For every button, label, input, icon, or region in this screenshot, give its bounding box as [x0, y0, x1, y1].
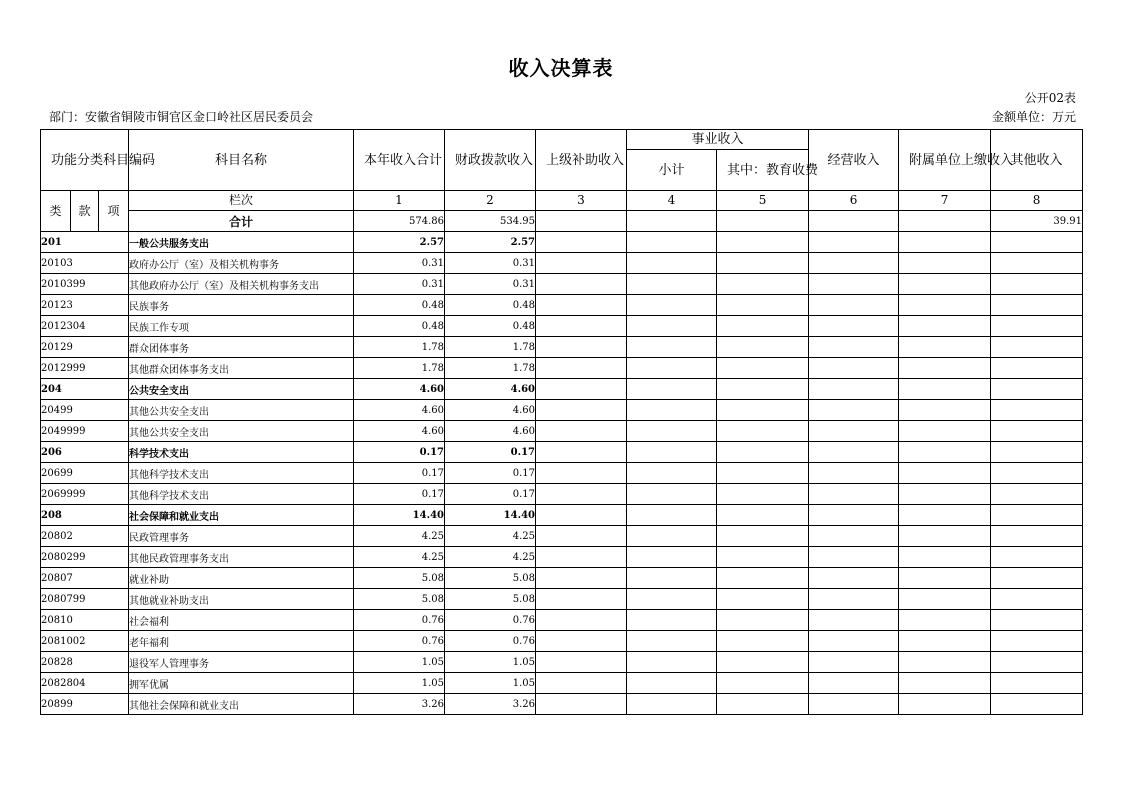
row-total-income: 0.17 [354, 484, 445, 505]
row-affiliated-income [899, 274, 991, 295]
row-total-income: 4.25 [354, 526, 445, 547]
table-row [41, 232, 1083, 253]
row-operating-income [809, 652, 899, 673]
row-affiliated-income [899, 694, 991, 715]
row-subject-name: 民政管理事务 [129, 526, 354, 547]
row-subject-name: 民族事务 [129, 295, 354, 316]
row-superior-income [536, 631, 627, 652]
row-code: 2082804 [41, 673, 129, 694]
row-fiscal-income: 534.95 [445, 211, 536, 232]
row-education-fee [717, 589, 809, 610]
row-total-income: 0.17 [354, 442, 445, 463]
lei-header: 类 [41, 191, 71, 232]
row-fiscal-income: 3.26 [445, 694, 536, 715]
row-other-income [991, 337, 1083, 358]
row-subject-name: 民族工作专项 [129, 316, 354, 337]
row-subject-name: 拥军优属 [129, 673, 354, 694]
row-other-income [991, 631, 1083, 652]
affiliated-header: 附属单位上缴收入 [899, 130, 991, 191]
row-operating-income [809, 232, 899, 253]
row-superior-income [536, 274, 627, 295]
row-operating-income [809, 253, 899, 274]
row-total-income: 1.05 [354, 652, 445, 673]
table-row [41, 295, 1083, 316]
row-operating-income [809, 400, 899, 421]
row-other-income [991, 379, 1083, 400]
row-business-subtotal [627, 337, 717, 358]
row-total-income: 1.78 [354, 337, 445, 358]
row-other-income [991, 652, 1083, 673]
row-total-income: 2.57 [354, 232, 445, 253]
table-row [41, 211, 1083, 232]
row-operating-income [809, 337, 899, 358]
row-code: 20699 [41, 463, 129, 484]
kuan-header: 款 [71, 191, 99, 232]
row-total-income: 14.40 [354, 505, 445, 526]
row-subject-name: 其他群众团体事务支出 [129, 358, 354, 379]
row-education-fee [717, 505, 809, 526]
row-fiscal-income: 2.57 [445, 232, 536, 253]
table-row [41, 253, 1083, 274]
row-superior-income [536, 484, 627, 505]
row-other-income [991, 526, 1083, 547]
row-subject-name: 其他科学技术支出 [129, 463, 354, 484]
table-row [41, 631, 1083, 652]
row-other-income [991, 232, 1083, 253]
row-affiliated-income [899, 610, 991, 631]
row-code: 2049999 [41, 421, 129, 442]
page-title: 收入决算表 [508, 56, 614, 80]
row-fiscal-income: 0.76 [445, 610, 536, 631]
row-education-fee [717, 673, 809, 694]
row-other-income [991, 484, 1083, 505]
row-affiliated-income [899, 232, 991, 253]
superior-header: 上级补助收入 [536, 130, 627, 191]
row-education-fee [717, 568, 809, 589]
amount-unit-label: 金额单位：万元 [991, 110, 1076, 124]
row-business-subtotal [627, 547, 717, 568]
xiang-header: 项 [99, 191, 129, 232]
row-code: 2010399 [41, 274, 129, 295]
row-affiliated-income [899, 547, 991, 568]
row-business-subtotal [627, 589, 717, 610]
row-affiliated-income [899, 358, 991, 379]
row-other-income [991, 505, 1083, 526]
table-row [41, 589, 1083, 610]
func-code-header: 功能分类科目编码 [41, 130, 129, 191]
table-row [41, 673, 1083, 694]
row-business-subtotal [627, 316, 717, 337]
row-code: 20129 [41, 337, 129, 358]
row-other-income [991, 400, 1083, 421]
row-fiscal-income: 0.31 [445, 274, 536, 295]
row-subject-name: 其他社会保障和就业支出 [129, 694, 354, 715]
row-operating-income [809, 505, 899, 526]
row-other-income [991, 274, 1083, 295]
row-business-subtotal [627, 253, 717, 274]
table-row [41, 547, 1083, 568]
row-operating-income [809, 694, 899, 715]
table-row [41, 379, 1083, 400]
table-row [41, 484, 1083, 505]
col-no-2: 2 [445, 191, 536, 211]
row-affiliated-income [899, 400, 991, 421]
row-fiscal-income: 0.17 [445, 463, 536, 484]
row-fiscal-income: 0.48 [445, 295, 536, 316]
row-operating-income [809, 316, 899, 337]
row-other-income [991, 610, 1083, 631]
row-education-fee [717, 694, 809, 715]
row-fiscal-income: 4.60 [445, 379, 536, 400]
row-subject-name: 其他公共安全支出 [129, 421, 354, 442]
col-no-6: 6 [809, 191, 899, 211]
row-subject-name: 其他就业补助支出 [129, 589, 354, 610]
table-row [41, 358, 1083, 379]
row-operating-income [809, 547, 899, 568]
table-row [41, 442, 1083, 463]
row-education-fee [717, 463, 809, 484]
row-affiliated-income [899, 442, 991, 463]
row-other-income [991, 358, 1083, 379]
row-subject-name: 政府办公厅（室）及相关机构事务 [129, 253, 354, 274]
row-affiliated-income [899, 484, 991, 505]
subject-name-header: 科目名称 [129, 130, 354, 191]
row-business-subtotal [627, 232, 717, 253]
table-row [41, 568, 1083, 589]
row-total-income: 0.48 [354, 295, 445, 316]
row-subject-name: 科学技术支出 [129, 442, 354, 463]
row-education-fee [717, 358, 809, 379]
row-other-income [991, 463, 1083, 484]
row-operating-income [809, 610, 899, 631]
col-no-8: 8 [991, 191, 1083, 211]
row-fiscal-income: 14.40 [445, 505, 536, 526]
row-operating-income [809, 295, 899, 316]
row-code: 20499 [41, 400, 129, 421]
row-other-income [991, 442, 1083, 463]
row-fiscal-income: 4.60 [445, 400, 536, 421]
row-education-fee [717, 316, 809, 337]
row-superior-income [536, 463, 627, 484]
row-business-subtotal [627, 421, 717, 442]
table-row [41, 400, 1083, 421]
row-operating-income [809, 463, 899, 484]
row-code: 204 [41, 379, 129, 400]
row-fiscal-income: 0.17 [445, 484, 536, 505]
row-affiliated-income [899, 463, 991, 484]
row-subject-name: 群众团体事务 [129, 337, 354, 358]
row-education-fee [717, 484, 809, 505]
row-fiscal-income: 4.25 [445, 547, 536, 568]
row-education-fee [717, 274, 809, 295]
row-affiliated-income [899, 379, 991, 400]
row-subject-name: 其他公共安全支出 [129, 400, 354, 421]
row-education-fee [717, 211, 809, 232]
row-operating-income [809, 484, 899, 505]
row-subject-name: 社会福利 [129, 610, 354, 631]
row-subject-name: 公共安全支出 [129, 379, 354, 400]
row-education-fee [717, 295, 809, 316]
table-row [41, 652, 1083, 673]
row-operating-income [809, 568, 899, 589]
row-other-income: 39.91 [991, 211, 1083, 232]
row-superior-income [536, 211, 627, 232]
subtotal-header: 小计 [627, 150, 717, 191]
row-fiscal-income: 1.78 [445, 358, 536, 379]
row-other-income [991, 253, 1083, 274]
row-education-fee [717, 652, 809, 673]
row-other-income [991, 589, 1083, 610]
row-other-income [991, 694, 1083, 715]
table-row [41, 316, 1083, 337]
row-total-income: 4.25 [354, 547, 445, 568]
row-other-income [991, 547, 1083, 568]
row-superior-income [536, 316, 627, 337]
row-business-subtotal [627, 211, 717, 232]
row-superior-income [536, 694, 627, 715]
row-education-fee [717, 337, 809, 358]
row-education-fee [717, 421, 809, 442]
row-superior-income [536, 505, 627, 526]
row-education-fee [717, 547, 809, 568]
row-business-subtotal [627, 358, 717, 379]
row-subject-name: 其他民政管理事务支出 [129, 547, 354, 568]
row-business-subtotal [627, 610, 717, 631]
row-education-fee [717, 631, 809, 652]
form-number: 公开02表 [1024, 91, 1076, 105]
row-affiliated-income [899, 337, 991, 358]
table-row [41, 610, 1083, 631]
row-subject-name: 老年福利 [129, 631, 354, 652]
row-fiscal-income: 1.05 [445, 652, 536, 673]
row-superior-income [536, 652, 627, 673]
row-operating-income [809, 379, 899, 400]
row-operating-income [809, 274, 899, 295]
row-affiliated-income [899, 589, 991, 610]
row-fiscal-income: 0.76 [445, 631, 536, 652]
row-affiliated-income [899, 253, 991, 274]
row-total-income: 5.08 [354, 568, 445, 589]
row-code: 201 [41, 232, 129, 253]
row-total-income: 0.48 [354, 316, 445, 337]
row-superior-income [536, 253, 627, 274]
col-no-1: 1 [354, 191, 445, 211]
row-business-subtotal [627, 631, 717, 652]
row-code: 20899 [41, 694, 129, 715]
row-superior-income [536, 589, 627, 610]
row-total-income: 4.60 [354, 421, 445, 442]
col-no-3: 3 [536, 191, 627, 211]
row-affiliated-income [899, 673, 991, 694]
row-total-income: 0.31 [354, 253, 445, 274]
row-other-income [991, 673, 1083, 694]
row-education-fee [717, 400, 809, 421]
row-business-subtotal [627, 442, 717, 463]
row-other-income [991, 295, 1083, 316]
row-business-subtotal [627, 463, 717, 484]
row-superior-income [536, 337, 627, 358]
row-business-subtotal [627, 295, 717, 316]
row-total-income: 574.86 [354, 211, 445, 232]
row-fiscal-income: 0.48 [445, 316, 536, 337]
row-total-income: 0.31 [354, 274, 445, 295]
row-subject-name: 合计 [129, 211, 354, 232]
row-other-income [991, 421, 1083, 442]
row-code: 2081002 [41, 631, 129, 652]
row-fiscal-income: 1.05 [445, 673, 536, 694]
row-code: 20807 [41, 568, 129, 589]
row-superior-income [536, 610, 627, 631]
row-affiliated-income [899, 652, 991, 673]
row-fiscal-income: 1.78 [445, 337, 536, 358]
row-fiscal-income: 0.31 [445, 253, 536, 274]
row-superior-income [536, 358, 627, 379]
row-code: 20123 [41, 295, 129, 316]
row-education-fee [717, 232, 809, 253]
row-fiscal-income: 5.08 [445, 589, 536, 610]
row-education-fee [717, 442, 809, 463]
row-total-income: 1.05 [354, 673, 445, 694]
row-business-subtotal [627, 274, 717, 295]
row-total-income: 0.76 [354, 631, 445, 652]
row-code: 2012304 [41, 316, 129, 337]
row-total-income: 1.78 [354, 358, 445, 379]
row-code: 2080299 [41, 547, 129, 568]
row-operating-income [809, 421, 899, 442]
table-row [41, 337, 1083, 358]
row-business-subtotal [627, 379, 717, 400]
row-code: 206 [41, 442, 129, 463]
row-operating-income [809, 526, 899, 547]
row-code: 20802 [41, 526, 129, 547]
row-superior-income [536, 568, 627, 589]
other-header: 其他收入 [991, 130, 1083, 191]
row-fiscal-income: 0.17 [445, 442, 536, 463]
row-code: 20810 [41, 610, 129, 631]
row-operating-income [809, 211, 899, 232]
row-subject-name: 其他科学技术支出 [129, 484, 354, 505]
row-affiliated-income [899, 505, 991, 526]
row-superior-income [536, 295, 627, 316]
row-business-subtotal [627, 652, 717, 673]
row-superior-income [536, 442, 627, 463]
row-subject-name: 社会保障和就业支出 [129, 505, 354, 526]
row-superior-income [536, 526, 627, 547]
row-subject-name: 其他政府办公厅（室）及相关机构事务支出 [129, 274, 354, 295]
education-header: 其中：教育收费 [717, 150, 809, 191]
row-total-income: 3.26 [354, 694, 445, 715]
row-subject-name: 就业补助 [129, 568, 354, 589]
business-header: 事业收入 [627, 130, 809, 150]
row-superior-income [536, 232, 627, 253]
col-no-5: 5 [717, 191, 809, 211]
table-row [41, 463, 1083, 484]
table-row [41, 505, 1083, 526]
row-fiscal-income: 5.08 [445, 568, 536, 589]
row-business-subtotal [627, 484, 717, 505]
table-row [41, 526, 1083, 547]
row-code: 20103 [41, 253, 129, 274]
row-operating-income [809, 589, 899, 610]
row-business-subtotal [627, 694, 717, 715]
fiscal-header: 财政拨款收入 [445, 130, 536, 191]
row-business-subtotal [627, 505, 717, 526]
table-row [41, 694, 1083, 715]
row-code: 2080799 [41, 589, 129, 610]
row-total-income: 4.60 [354, 400, 445, 421]
row-total-income: 0.76 [354, 610, 445, 631]
row-fiscal-income: 4.25 [445, 526, 536, 547]
row-subject-name: 退役军人管理事务 [129, 652, 354, 673]
row-business-subtotal [627, 526, 717, 547]
row-affiliated-income [899, 421, 991, 442]
row-superior-income [536, 421, 627, 442]
row-education-fee [717, 253, 809, 274]
row-code: 2069999 [41, 484, 129, 505]
row-operating-income [809, 442, 899, 463]
row-superior-income [536, 379, 627, 400]
row-subject-name: 一般公共服务支出 [129, 232, 354, 253]
row-superior-income [536, 400, 627, 421]
row-affiliated-income [899, 568, 991, 589]
row-fiscal-income: 4.60 [445, 421, 536, 442]
department-label: 部门：安徽省铜陵市铜官区金口岭社区居民委员会 [49, 110, 314, 124]
row-affiliated-income [899, 211, 991, 232]
row-operating-income [809, 631, 899, 652]
row-affiliated-income [899, 316, 991, 337]
row-total-income: 4.60 [354, 379, 445, 400]
row-code: 2012999 [41, 358, 129, 379]
row-total-income: 5.08 [354, 589, 445, 610]
row-code: 208 [41, 505, 129, 526]
row-code: 20828 [41, 652, 129, 673]
row-affiliated-income [899, 526, 991, 547]
row-total-income: 0.17 [354, 463, 445, 484]
table-row [41, 274, 1083, 295]
total-income-header: 本年收入合计 [354, 130, 445, 191]
row-other-income [991, 316, 1083, 337]
row-business-subtotal [627, 400, 717, 421]
table-row [41, 421, 1083, 442]
row-business-subtotal [627, 568, 717, 589]
col-no-4: 4 [627, 191, 717, 211]
income-table [40, 129, 1083, 715]
row-superior-income [536, 547, 627, 568]
row-operating-income [809, 358, 899, 379]
row-education-fee [717, 379, 809, 400]
row-affiliated-income [899, 631, 991, 652]
row-superior-income [536, 673, 627, 694]
row-operating-income [809, 673, 899, 694]
lanci-header: 栏次 [129, 191, 354, 211]
row-education-fee [717, 610, 809, 631]
row-education-fee [717, 526, 809, 547]
col-no-7: 7 [899, 191, 991, 211]
row-affiliated-income [899, 295, 991, 316]
row-business-subtotal [627, 673, 717, 694]
operating-header: 经营收入 [809, 130, 899, 191]
row-other-income [991, 568, 1083, 589]
